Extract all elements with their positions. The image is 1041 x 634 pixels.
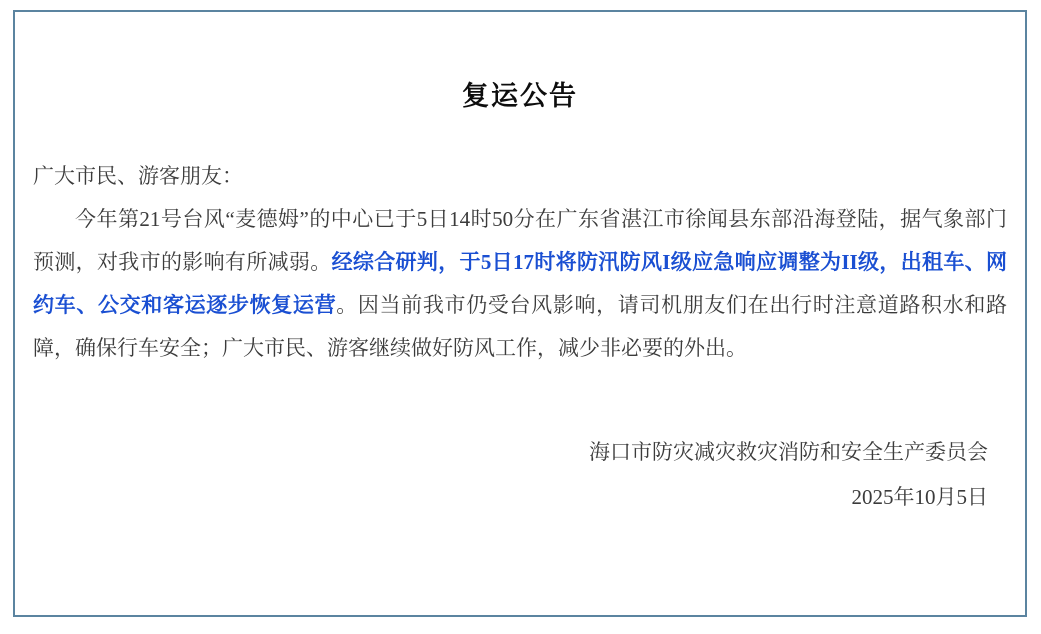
page-border-frame	[13, 10, 1027, 617]
body-paragraph	[33, 198, 1007, 370]
signature-block	[33, 430, 1007, 520]
highlighted-text: 经综合研判，于5日17时将防汛防风I级应急响应调整为II级，出租车、网约车、公交和客运逐步恢复运营	[33, 250, 1008, 317]
issue-date: 2025年10月5日	[851, 485, 988, 509]
body-text-part2: 。因当前我市仍受台风影响，请司机朋友们在出行时注意道路积水和路障，确保行车安全；广大市民、游客继续做好防风工作，减少非必要的外出。	[33, 293, 1008, 360]
salutation: 广大市民、游客朋友：	[33, 164, 243, 188]
issuer-signature: 海口市防灾减灾救灾消防和安全生产委员会	[589, 440, 988, 464]
page-title: 复运公告	[462, 81, 578, 111]
body-text-part1: 今年第21号台风“麦德姆”的中心已于5日14时50分在广东省湛江市徐闻县东部沿海登陆，据气象部门预测，对我市的影响有所减弱。	[33, 207, 1007, 274]
